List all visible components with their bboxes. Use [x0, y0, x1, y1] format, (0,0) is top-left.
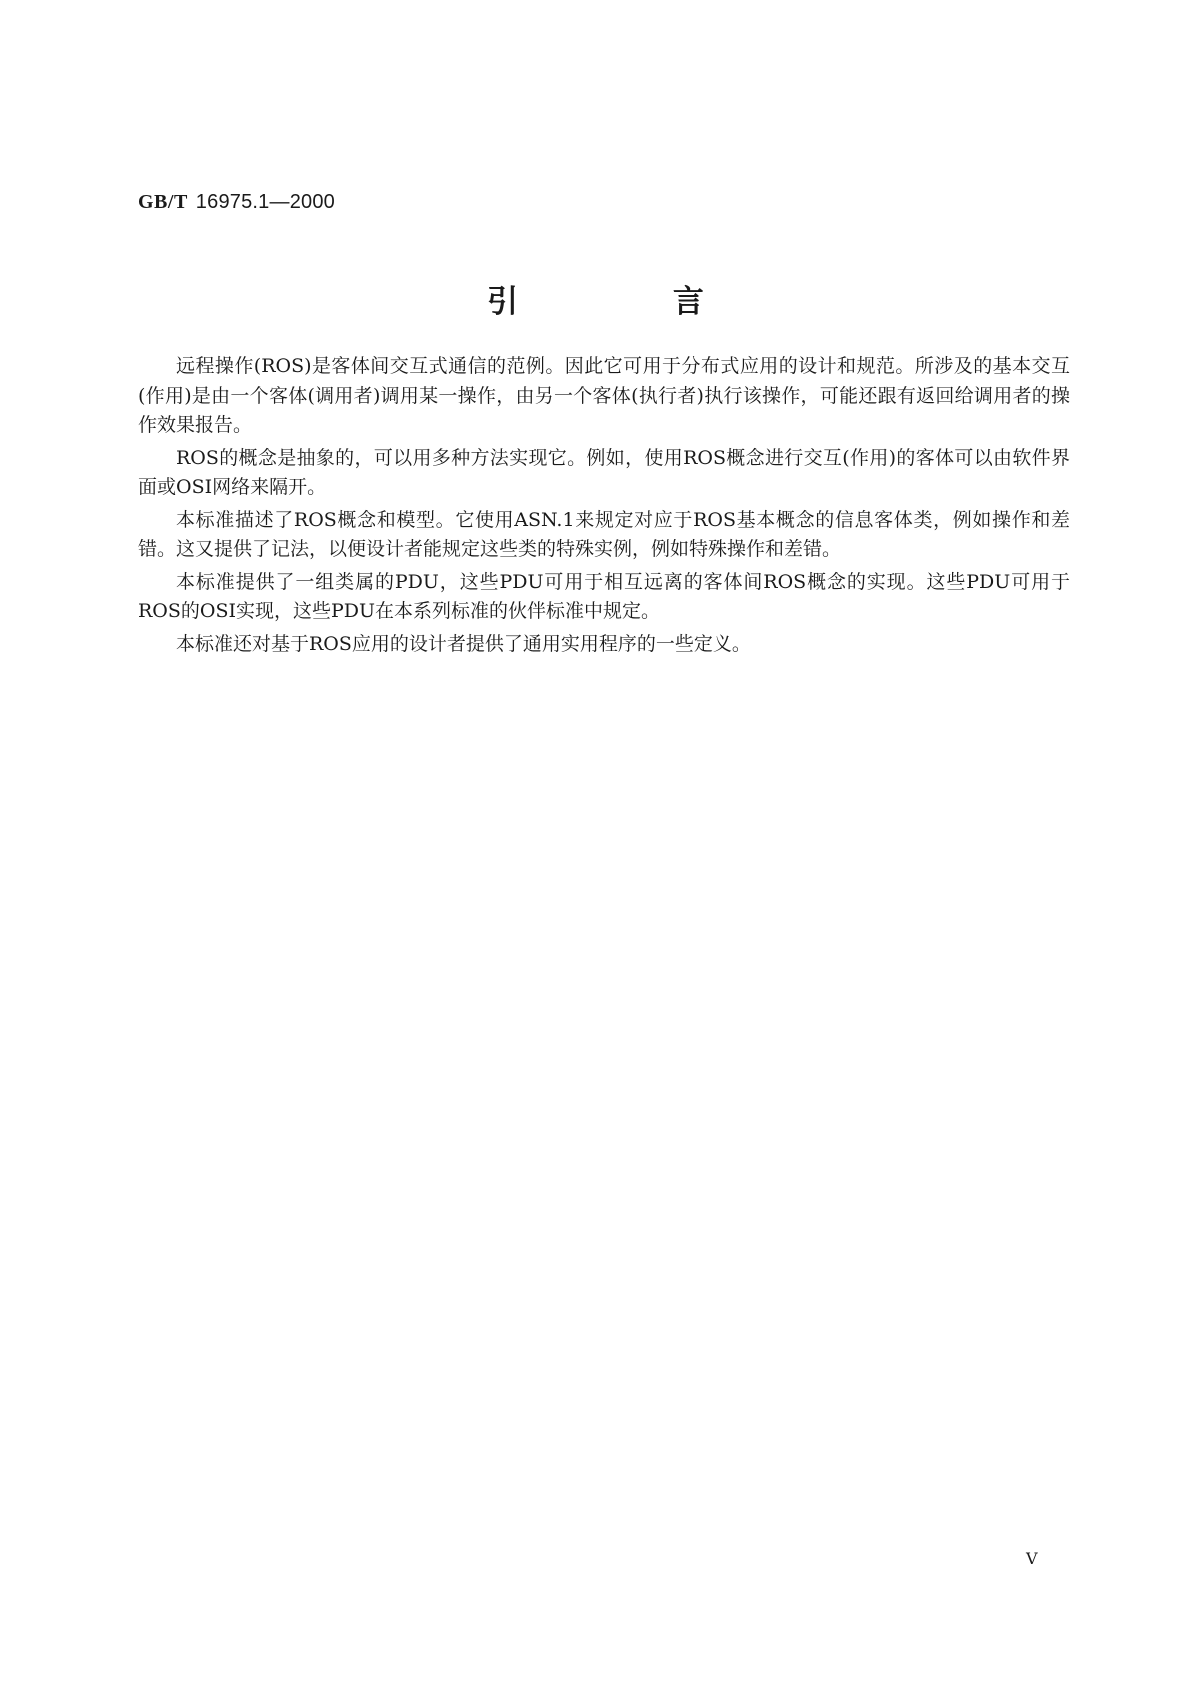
paragraph-1: 远程操作(ROS)是客体间交互式通信的范例。因此它可用于分布式应用的设计和规范。所涉及的基本交互(作用)是由一个客体(调用者)调用某一操作，由另一个客体(执行者)执行该操作，可能还跟有返回给调用者的操作效果报告。	[138, 355, 1070, 436]
paragraph-3: 本标准描述了ROS概念和模型。它使用ASN.1来规定对应于ROS基本概念的信息客体类，例如操作和差错。这又提供了记法，以便设计者能规定这些类的特殊实例，例如特殊操作和差错。	[138, 508, 1070, 560]
document-header	[138, 188, 335, 215]
standard-number: 16975.1—2000	[195, 191, 335, 213]
paragraph-4: 本标准提供了一组类属的PDU，这些PDU可用于相互远离的客体间ROS概念的实现。这些PDU可用于ROS的OSI实现，这些PDU在本系列标准的伙伴标准中规定。	[138, 570, 1070, 622]
paragraph-5: 本标准还对基于ROS应用的设计者提供了通用实用程序的一些定义。	[176, 632, 751, 655]
body-text	[138, 352, 1070, 662]
standard-code: GB/T	[138, 191, 188, 213]
section-title: 引 言	[487, 284, 776, 320]
paragraph-2: ROS的概念是抽象的，可以用多种方法实现它。例如，使用ROS概念进行交互(作用)的客体可以由软件界面或OSI网络来隔开。	[138, 446, 1070, 498]
page-number: Ⅴ	[1026, 1551, 1038, 1568]
